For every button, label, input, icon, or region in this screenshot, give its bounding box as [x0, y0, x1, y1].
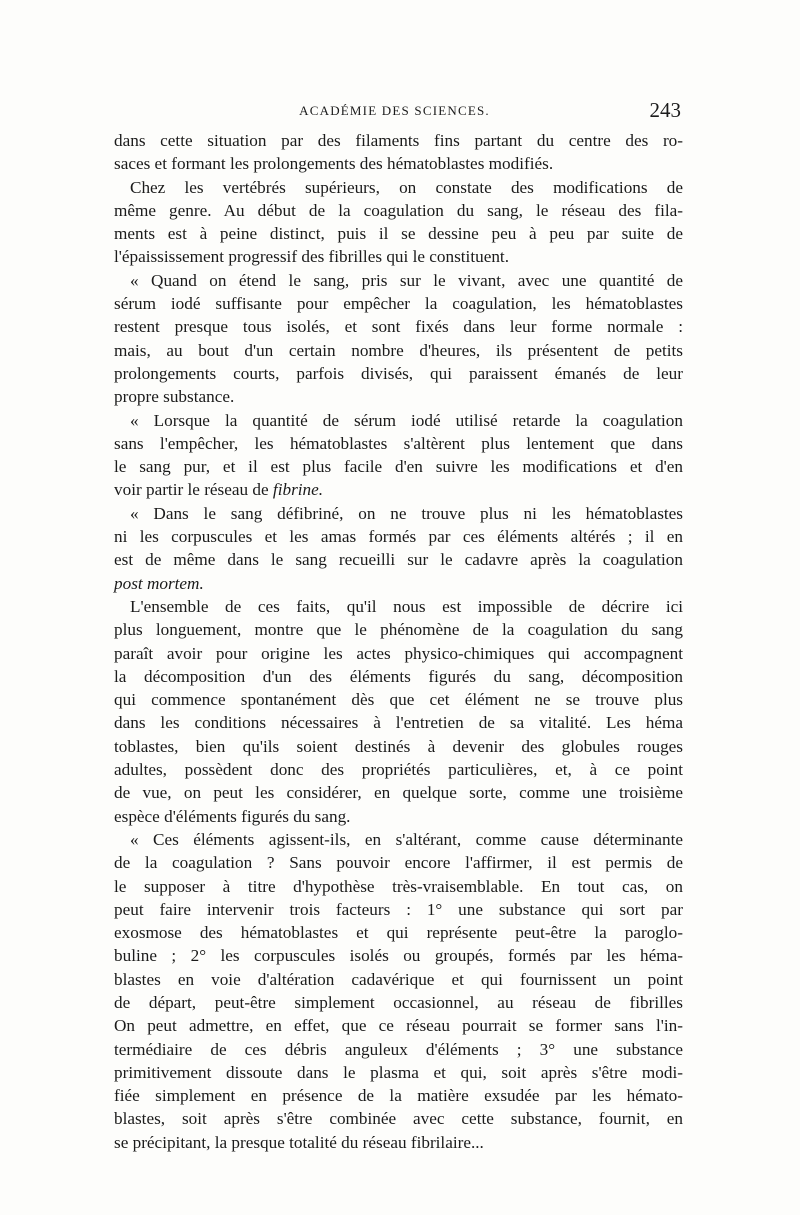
text-line-content: « Quand on étend le sang, pris sur le vivant, avec une quantité de — [130, 270, 683, 290]
text-line-content: Chez les vertébrés supérieurs, on constate des modifications de — [130, 177, 683, 197]
text-line-content: prolongements courts, parfois divisés, qui paraissent émanés de leur — [114, 363, 683, 383]
text-line-content: « Ces éléments agissent-ils, en s'altérant, comme cause déterminante — [130, 829, 683, 849]
text-line-content: « Dans le sang défibriné, on ne trouve plus ni les hématoblastes — [130, 503, 683, 523]
text-line-content: adultes, possèdent donc des propriétés particulières, et, à ce point — [114, 760, 683, 780]
text-line — [114, 1014, 683, 1037]
text-line — [114, 525, 683, 548]
text-line — [114, 478, 683, 501]
text-line — [114, 199, 683, 222]
text-line — [114, 1131, 683, 1154]
italic-term: fibrine. — [272, 480, 324, 500]
text-line — [114, 968, 683, 991]
text-line — [114, 642, 683, 665]
text-line-content: de vue, on peut les considérer, en quelque sorte, comme une troisième — [114, 783, 683, 803]
text-line — [114, 502, 683, 525]
text-line — [114, 828, 683, 851]
text-line — [114, 548, 683, 571]
text-line-content: fiée simplement en présence de la matière exsudée par les hémato- — [114, 1086, 683, 1106]
body-text — [114, 129, 683, 1154]
text-line — [114, 362, 683, 385]
text-line-content: sans l'empêcher, les hématoblastes s'altèrent plus lentement que dans — [114, 433, 683, 453]
text-line-content: propre substance. — [114, 387, 235, 407]
text-line — [114, 781, 683, 804]
text-line-content: mais, au bout d'un certain nombre d'heures, ils présentent de petits — [114, 340, 683, 360]
text-line — [114, 898, 683, 921]
text-line — [114, 735, 683, 758]
text-line — [114, 921, 683, 944]
text-line — [114, 385, 683, 408]
text-line — [114, 269, 683, 292]
text-line-content: toblastes, bien qu'ils soient destinés à devenir des globules rouges — [114, 736, 683, 756]
text-line-content: le supposer à titre d'hypothèse très-vraisemblable. En tout cas, on — [114, 876, 683, 896]
text-line-content: le sang pur, et il est plus facile d'en suivre les modifications et d'en — [114, 457, 683, 477]
text-line-content: dans cette situation par des filaments fins partant du centre des ro- — [114, 131, 683, 150]
text-line-content: sérum iodé suffisante pour empêcher la coagulation, les hématoblastes — [114, 294, 683, 314]
text-line-content: On peut admettre, en effet, que ce réseau pourrait se former sans l'in- — [114, 1016, 683, 1036]
text-line — [114, 129, 683, 152]
text-line — [114, 339, 683, 362]
text-line-content: paraît avoir pour origine les actes physico-chimiques qui accompagnent — [114, 643, 683, 663]
text-line-content: peut faire intervenir trois facteurs : 1° une substance qui sort par — [114, 899, 683, 919]
text-line-content: ments est à peine distinct, puis il se dessine peu à peu par suite de — [114, 224, 683, 244]
running-header — [108, 98, 681, 127]
text-line-content: se précipitant, la presque totalité du réseau fibrilaire... — [114, 1132, 484, 1152]
text-line — [114, 572, 683, 595]
text-line — [114, 245, 683, 268]
text-line-content: « Lorsque la quantité de sérum iodé utilisé retarde la coagulation — [130, 410, 683, 430]
text-line — [114, 1107, 683, 1130]
text-line-content: espèce d'éléments figurés du sang. — [114, 806, 351, 826]
text-line-content: exosmose des hématoblastes et qui représente peut-être la paroglo- — [114, 923, 683, 943]
text-line-content: primitivement dissoute dans le plasma et qui, soit après s'être modi- — [114, 1062, 683, 1082]
text-line — [114, 222, 683, 245]
text-line — [114, 409, 683, 432]
text-line — [114, 595, 683, 618]
italic-term: post mortem. — [114, 573, 204, 593]
page-number: 243 — [649, 98, 681, 122]
text-line — [114, 711, 683, 734]
text-line — [114, 665, 683, 688]
text-line-content: même genre. Au début de la coagulation du sang, le réseau des fila- — [114, 200, 683, 220]
text-line — [114, 875, 683, 898]
text-line-content: restent presque tous isolés, et sont fixés dans leur forme normale : — [114, 317, 683, 337]
text-line — [114, 851, 683, 874]
text-line — [114, 432, 683, 455]
text-line-content: L'ensemble de ces faits, qu'il nous est impossible de décrire ici — [130, 596, 683, 616]
text-line-content: plus longuement, montre que le phénomène de la coagulation du sang — [114, 620, 683, 640]
text-line-content: dans les conditions nécessaires à l'entretien de sa vitalité. Les héma — [114, 713, 683, 733]
text-line-content: buline ; 2° les corpuscules isolés ou groupés, formés par les héma- — [114, 946, 683, 966]
text-line — [114, 1061, 683, 1084]
text-line-content: est de même dans le sang recueilli sur le cadavre après la coagulation — [114, 550, 683, 570]
text-line — [114, 152, 683, 175]
running-title: ACADÉMIE DES SCIENCES. — [299, 103, 490, 118]
text-line-content: blastes, soit après s'être combinée avec cette substance, fournit, en — [114, 1109, 683, 1129]
text-line — [114, 688, 683, 711]
text-line — [114, 991, 683, 1014]
text-line — [114, 176, 683, 199]
text-line — [114, 758, 683, 781]
text-line — [114, 1038, 683, 1061]
text-line — [114, 1084, 683, 1107]
text-line-content: saces et formant les prolongements des hématoblastes modifiés. — [114, 154, 554, 174]
text-line — [114, 805, 683, 828]
text-line-content: l'épaississement progressif des fibrilles qui le constituent. — [114, 247, 509, 267]
text-line-content: la décomposition d'un des éléments figurés du sang, décomposition — [114, 666, 683, 686]
text-line — [114, 455, 683, 478]
text-line-content: ni les corpuscules et les amas formés par ces éléments altérés ; il en — [114, 527, 683, 547]
text-line — [114, 944, 683, 967]
text-line-content: qui commence spontanément dès que cet élément ne se trouve plus — [114, 690, 683, 710]
text-line — [114, 618, 683, 641]
text-line — [114, 292, 683, 315]
text-line-content: blastes en voie d'altération cadavérique et qui fournissent un point — [114, 969, 683, 989]
text-line-content: de départ, peut-être simplement occasionnel, au réseau de fibrilles — [114, 992, 683, 1012]
text-line — [114, 315, 683, 338]
text-line-content: voir partir le réseau de — [114, 480, 273, 500]
text-line-content: termédiaire de ces débris anguleux d'éléments ; 3° une substance — [114, 1039, 683, 1059]
text-line-content: de la coagulation ? Sans pouvoir encore l'affirmer, il est permis de — [114, 853, 683, 873]
